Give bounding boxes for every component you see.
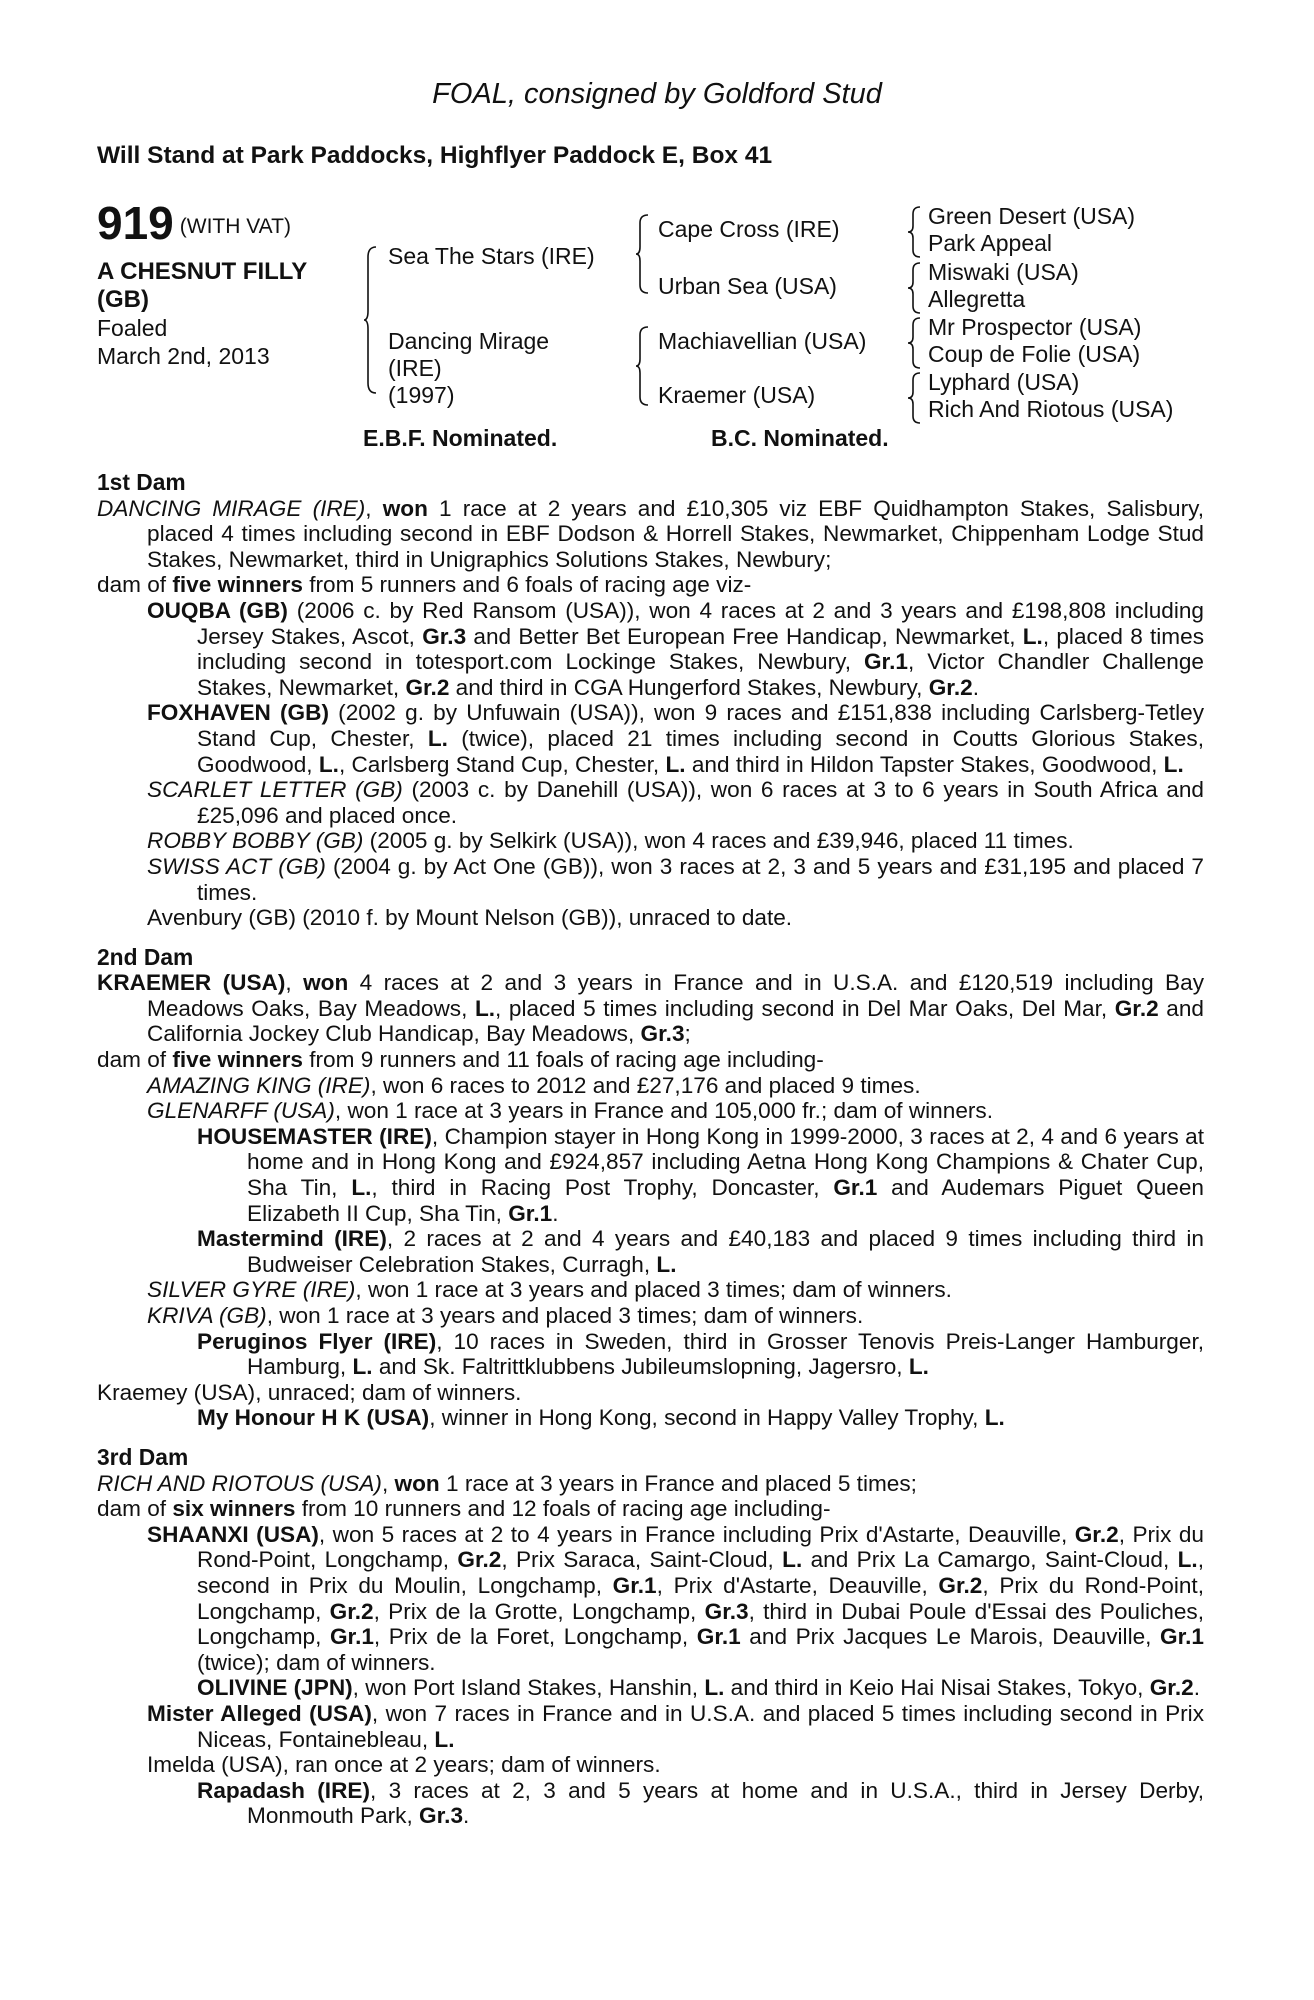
produce-avenbury: Avenbury (GB) (2010 f. by Mount Nelson (GB)), unraced to date. (147, 905, 793, 931)
produce-record (97, 470, 1204, 1829)
pedigree-brace-dam (636, 325, 650, 407)
sire-sire-dam: Park Appeal (928, 230, 1053, 256)
pedigree-brace-ds (908, 316, 922, 370)
sire-dam-sire: Miswaki (USA) (928, 259, 1079, 285)
foaled-date: March 2nd, 2013 (97, 343, 270, 369)
pedigree-brace-sd (908, 261, 922, 315)
lot-description-line2: (GB) (97, 286, 149, 313)
produce-silver-gyre: SILVER GYRE (IRE), won 1 race at 3 years and placed 3 times; dam of winners. (147, 1277, 952, 1303)
produce-amazing-king: AMAZING KING (IRE), won 6 races to 2012 and £27,176 and placed 9 times. (147, 1072, 921, 1098)
first-dam-entry: DANCING MIRAGE (IRE), won 1 race at 2 years and £10,305 viz EBF Quidhampton Stakes, Salisbury, placed 4 times including second in EBF Dodson & Horrell Stakes, Newmarket, Chippenham Lodge Stud Stakes, Newmarket, third in Unigraphics Solutions Stakes, Newbury; (97, 495, 1204, 572)
produce-olivine: OLIVINE (JPN), won Port Island Stakes, Hanshin, L. and third in Keio Hai Nisai Stakes, Tokyo, Gr.2. (197, 1675, 1200, 1701)
first-dam-produce-summary: dam of five winners from 5 runners and 6 foals of racing age viz- (97, 572, 752, 598)
sire: Sea The Stars (IRE) (388, 243, 595, 269)
produce-mastermind: Mastermind (IRE), 2 races at 2 and 4 years and £40,183 and placed 9 times including third in Budweiser Celebration Stakes, Curragh, L. (197, 1226, 1204, 1277)
third-dam-produce-summary: dam of six winners from 10 runners and 12 foals of racing age including- (97, 1496, 831, 1522)
vat-label: (WITH VAT) (179, 215, 291, 239)
lot-number (97, 197, 291, 249)
section-heading-3rd-dam: 3rd Dam (97, 1443, 189, 1470)
foaled-label: Foaled (97, 315, 168, 341)
dam-dam-sire: Lyphard (USA) (928, 369, 1080, 395)
dam-line3: (1997) (388, 382, 455, 408)
produce-shaanxi: SHAANXI (USA), won 5 races at 2 to 4 years in France including Prix d'Astarte, Deauville, Gr.2, Prix du Rond-Point, Longchamp, Gr.2, Prix Saraca, Saint-Cloud, L. and Prix La Camargo, Saint-Cloud, L., second in Prix du Moulin, Longchamp, Gr.1, Prix d'Astarte, Deauville, Gr.2, Prix du Rond-Point, Longchamp, Gr.2, Prix de la Grotte, Longchamp, Gr.3, third in Dubai Poule d'Essai des Pouliches, Longchamp, Gr.1, Prix de la Foret, Longchamp, Gr.1 and Prix Jacques Le Marois, Deauville, Gr.1 (twice); dam of winners. (147, 1521, 1204, 1675)
produce-mister-alleged: Mister Alleged (USA), won 7 races in France and in U.S.A. and placed 5 times including second in Prix Niceas, Fontainebleau, L. (147, 1700, 1204, 1752)
produce-glenarff: GLENARFF (USA), won 1 race at 3 years in France and 105,000 fr.; dam of winners. (147, 1098, 993, 1124)
section-heading-1st-dam: 1st Dam (97, 469, 186, 495)
dam-dam: Kraemer (USA) (658, 382, 816, 408)
pedigree-brace-main (364, 245, 378, 395)
lot-description-line1: A CHESNUT FILLY (97, 258, 308, 285)
sire-dam: Urban Sea (USA) (658, 273, 837, 299)
pedigree-brace-ss (908, 205, 922, 259)
second-dam-entry: KRAEMER (USA), won 4 races at 2 and 3 years in France and in U.S.A. and £120,519 including Bay Meadows Oaks, Bay Meadows, L., placed 5 times including second in Del Mar Oaks, Del Mar, Gr.2 and California Jockey Club Handicap, Bay Meadows, Gr.3; (97, 970, 1204, 1047)
sire-sire: Cape Cross (IRE) (658, 216, 840, 242)
foaled-info (97, 314, 270, 370)
produce-kraemey: Kraemey (USA), unraced; dam of winners. (97, 1379, 522, 1405)
produce-kriva: KRIVA (GB), won 1 race at 3 years and placed 3 times; dam of winners. (147, 1303, 864, 1328)
third-dam-entry: RICH AND RIOTOUS (USA), won 1 race at 3 years in France and placed 5 times; (97, 1470, 917, 1496)
stand-location: Will Stand at Park Paddocks, Highflyer Paddock E, Box 41 (97, 142, 773, 169)
produce-my-honour: My Honour H K (USA), winner in Hong Kong, second in Happy Valley Trophy, L. (197, 1405, 1005, 1431)
produce-housemaster: HOUSEMASTER (IRE), Champion stayer in Hong Kong in 1999-2000, 3 races at 2, 4 and 6 years at home and in Hong Kong and £924,857 including Aetna Hong Kong Champions & Chater Cup, Sha Tin, L., third in Racing Post Trophy, Doncaster, Gr.1 and Audemars Piguet Queen Elizabeth II Cup, Sha Tin, Gr.1. (197, 1123, 1205, 1226)
page-title: FOAL, consigned by Goldford Stud (432, 78, 882, 110)
dam-sire: Machiavellian (USA) (658, 328, 867, 354)
dam-dam-dam: Rich And Riotous (USA) (928, 396, 1174, 422)
produce-foxhaven: FOXHAVEN (GB) (2002 g. by Unfuwain (USA)), won 9 races and £151,838 including Carlsberg-Tetley Stand Cup, Chester, L. (twice), placed 21 times including second in Coutts Glorious Stakes, Goodwood, L., Carlsberg Stand Cup, Chester, L. and third in Hildon Tapster Stakes, Goodwood, L. (147, 700, 1204, 777)
produce-peruginos-flyer: Peruginos Flyer (IRE), 10 races in Sweden, third in Grosser Tenovis Preis-Langer Hamburger, Hamburg, L. and Sk. Faltrittklubbens Jubileumslopning, Jagersro, L. (197, 1328, 1204, 1380)
produce-robby-bobby: ROBBY BOBBY (GB) (2005 g. by Selkirk (USA)), won 4 races and £39,946, placed 11 times. (147, 828, 1074, 854)
lot-number-value: 919 (97, 197, 174, 249)
pedigree-brace-sire (636, 213, 650, 295)
produce-ouqba: OUQBA (GB) (2006 c. by Red Ransom (USA)), won 4 races at 2 and 3 years and £198,808 including Jersey Stakes, Ascot, Gr.3 and Better Bet European Free Handicap, Newmarket, L., placed 8 times including second in totesport.com Lockinge Stakes, Newbury, Gr.1, Victor Chandler Challenge Stakes, Newmarket, Gr.2 and third in CGA Hungerford Stakes, Newbury, Gr.2. (147, 597, 1204, 700)
dam-line1: Dancing Mirage (388, 328, 550, 354)
dam-sire-dam: Coup de Folie (USA) (928, 341, 1141, 367)
dam (388, 328, 549, 409)
dam-line2: (IRE) (388, 355, 442, 381)
section-heading-2nd-dam: 2nd Dam (97, 943, 194, 970)
dam-sire-sire: Mr Prospector (USA) (928, 314, 1142, 340)
produce-imelda: Imelda (USA), ran once at 2 years; dam of winners. (147, 1752, 661, 1778)
second-dam-produce-summary: dam of five winners from 9 runners and 11 foals of racing age including- (97, 1047, 824, 1073)
lot-description (97, 258, 357, 314)
pedigree-brace-dd (908, 371, 922, 425)
produce-scarlet-letter: SCARLET LETTER (GB) (2003 c. by Danehill (USA)), won 6 races at 3 to 6 years in South Africa and £25,096 and placed once. (147, 777, 1204, 828)
ebf-nomination: E.B.F. Nominated. (363, 425, 558, 451)
produce-swiss-act: SWISS ACT (GB) (2004 g. by Act One (GB)), won 3 races at 2, 3 and 5 years and £31,195 and placed 7 times. (147, 853, 1204, 905)
sire-sire-sire: Green Desert (USA) (928, 203, 1136, 229)
produce-rapadash: Rapadash (IRE), 3 races at 2, 3 and 5 years at home and in U.S.A., third in Jersey Derby, Monmouth Park, Gr.3. (197, 1777, 1204, 1829)
bc-nomination: B.C. Nominated. (711, 425, 889, 451)
sire-dam-dam: Allegretta (928, 286, 1026, 312)
